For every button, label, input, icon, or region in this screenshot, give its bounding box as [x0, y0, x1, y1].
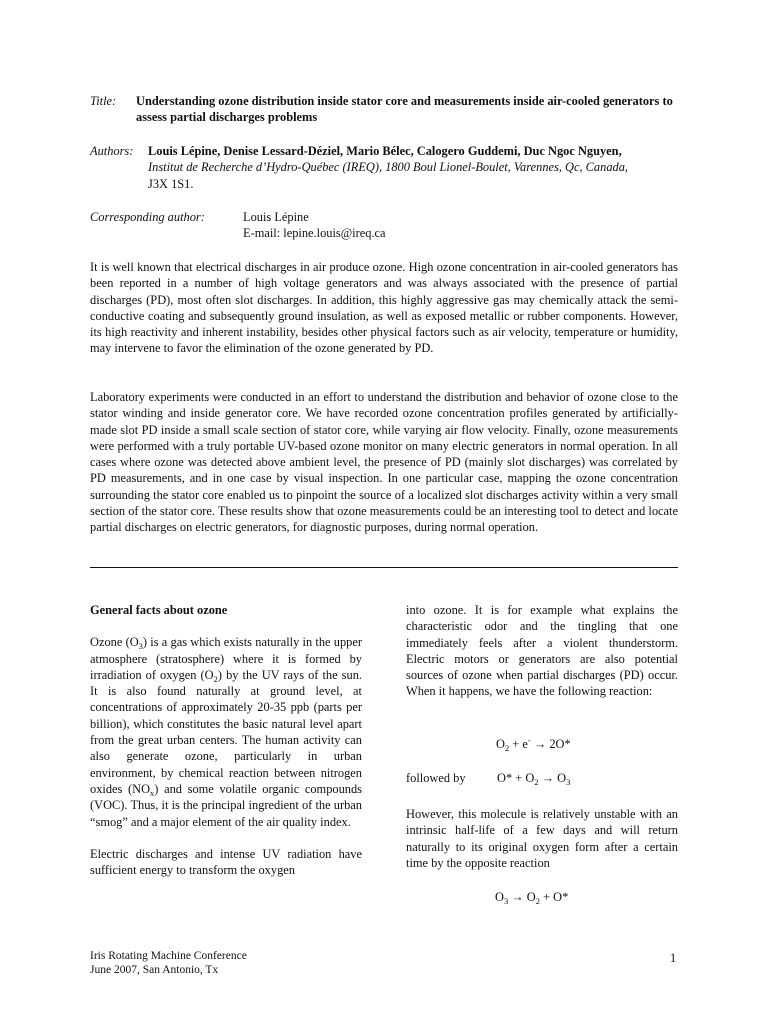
text-run: + e [509, 737, 528, 751]
corresponding-name: Louis Lépine [243, 210, 309, 224]
footer-conference: Iris Rotating Machine Conference [90, 950, 247, 962]
reaction-intro-paragraph: into ozone. It is for example what explains the characteristic odor and the tingling that one immediately feels after a violent thunderstorm. Electric motors or generators are also potential sources of ozone when partial discharges (PD) occur. When it happens, we have the following reaction: [406, 603, 678, 699]
footer [90, 949, 247, 977]
page-number: 1 [670, 951, 677, 965]
text-run: O* + O [497, 771, 535, 785]
equation-3 [495, 889, 568, 905]
subscript: 2 [504, 743, 510, 753]
text-run: ) is a gas which exists naturally in the upper atmosphere (stratosphere) where it is formed by irradiation of oxygen (O [90, 635, 362, 682]
authors-label: Authors: [90, 144, 134, 158]
text-run: O [496, 737, 505, 751]
subscript: 2 [213, 673, 218, 684]
text-run: + O* [540, 890, 569, 904]
text-run: → O [508, 890, 536, 904]
text-run: ) and some volatile organic compounds (VOC). Thus, it is the principal ingredient of the urban “smog” and a major element of the air quality index. [90, 781, 362, 829]
subscript: 3 [503, 896, 509, 906]
subscript: 2 [534, 777, 539, 787]
paper-title: Understanding ozone distribution inside stator core and measurements inside air-cooled generators to assess partial discharges problems [136, 94, 673, 125]
text-run: ) by the UV rays of the sun. It is also found naturally at ground level, at concentrations of approximately 20-35 ppb (parts per billion), which constitutes the basic natural level apart from the great urban centers. The human activity can also generate ozone, particularly in urban environment, by chemical reaction between nitrogen oxides (NO [90, 667, 362, 796]
text-run: → 2O* [530, 737, 571, 751]
corresponding-email: E-mail: lepine.louis@ireq.ca [243, 226, 386, 241]
abstract-paragraph-2: Laboratory experiments were conducted in an effort to understand the distribution and behavior of ozone close to the stator winding and inside generator core. We have recorded ozone concentration profiles generated by artificially-made slot PD inside a small scale section of stator core, while varying air flow velocity. Finally, ozone measurements were performed with a truly portable UV-based ozone monitor on many electric generators in normal operation. In all cases where ozone was detected above ambient level, the presence of PD (mainly slot discharges) was correlated by PD measurements, and in one case by visual inspection. In one particular case, mapping the ozone concentration surrounding the stator core enabled us to pinpoint the source of a localized slot discharges activity within a very small section of the stator core. These results show that ozone measurements could be an interesting tool to detect and locate partial discharges on electric generators, for diagnostic purposes, during normal operation. [90, 390, 678, 535]
text-run: O [495, 890, 504, 904]
superscript: - [527, 735, 531, 745]
subscript: 3 [566, 777, 571, 787]
affiliation-postcode: J3X 1S1. [148, 176, 194, 191]
section-divider [90, 567, 678, 568]
affiliation-text: Institut de Recherche d’Hydro-Québec (IREQ), 1800 Boul Lionel-Boulet, Varennes, Qc, Canada, [148, 160, 629, 175]
subscript: 3 [138, 641, 143, 652]
affiliation [148, 159, 648, 192]
discharge-paragraph: Electric discharges and intense UV radiation have sufficient energy to transform the oxygen [90, 846, 362, 878]
title-label: Title: [90, 94, 117, 108]
authors-block [148, 143, 688, 192]
corresponding-author [243, 209, 386, 242]
right-column [406, 602, 678, 700]
footer-date-location: June 2007, San Antonio, Tx [90, 964, 219, 976]
subscript: 2 [535, 896, 540, 906]
corresponding-label: Corresponding author: [90, 210, 205, 224]
followed-by-label: followed by [406, 771, 466, 785]
author-names: Louis Lépine, Denise Lessard-Déziel, Mario Bélec, Calogero Guddemi, Duc Ngoc Nguyen, [148, 144, 622, 158]
ozone-paragraph [90, 634, 362, 830]
text-run: → O [538, 771, 567, 785]
equation-1 [496, 736, 571, 752]
equation-2 [497, 770, 570, 786]
half-life-paragraph: However, this molecule is relatively unstable with an intrinsic half-life of a few days and will return naturally to its original oxygen form after a certain time by the opposite reaction [406, 807, 678, 870]
subscript: x [150, 787, 155, 798]
section-heading: General facts about ozone [90, 603, 228, 617]
text-run: Ozone (O [90, 635, 139, 650]
abstract-paragraph-1: It is well known that electrical discharges in air produce ozone. High ozone concentration in air-cooled generators has been reported in a number of high voltage generators and was always associated with the presence of partial discharges (PD), most often slot discharges. In addition, this highly aggressive gas may chemically attack the semi-conductive coating and subsequently ground insulation, as well as exposed metallic or rubber components. However, its high reactivity and inherent instability, besides other physical factors such as air velocity, temperature or humidity, may intervene to favor the elimination of the ozone generated by PD. [90, 260, 678, 356]
left-column [90, 602, 362, 878]
